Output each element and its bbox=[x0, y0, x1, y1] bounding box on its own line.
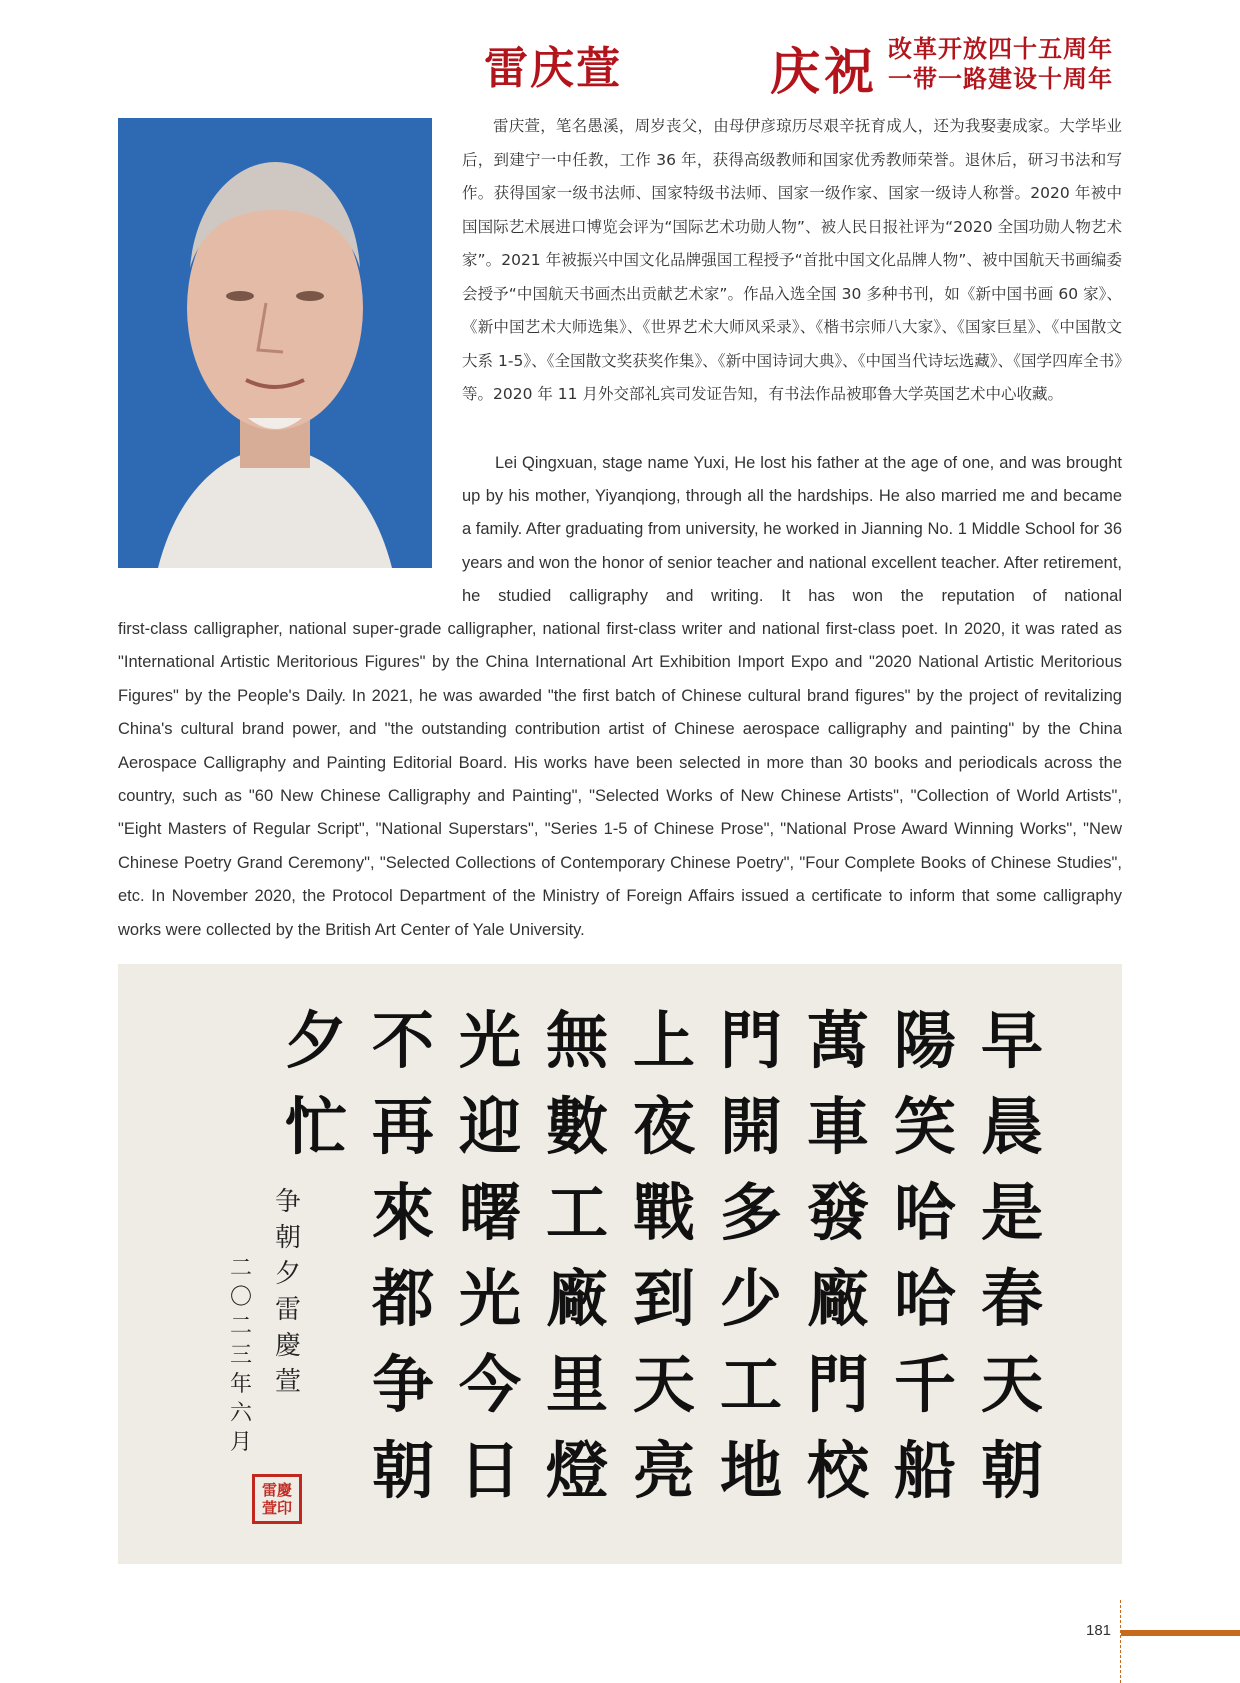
calligraphy-column bbox=[708, 998, 794, 1514]
calligraphy-character: 哈 bbox=[893, 1262, 956, 1335]
calligraphy-character: 争 bbox=[371, 1348, 434, 1421]
calligraphy-column bbox=[795, 998, 881, 1514]
calligraphy-character: 里 bbox=[545, 1348, 608, 1421]
calligraphy-character: 朝 bbox=[980, 1434, 1043, 1507]
portrait-illustration bbox=[118, 118, 432, 568]
calligraphy-character: 船 bbox=[893, 1434, 956, 1507]
calligraphy-character: 天 bbox=[980, 1348, 1043, 1421]
calligraphy-character: 少 bbox=[719, 1262, 782, 1335]
artist-signature bbox=[268, 1184, 308, 1400]
celebrate-title: 庆祝 bbox=[770, 42, 878, 101]
calligraphy-character: 地 bbox=[719, 1434, 782, 1507]
biography-english-part-1 bbox=[462, 447, 1122, 613]
calligraphy-character: 都 bbox=[371, 1262, 434, 1335]
signature-character: 争 bbox=[274, 1187, 301, 1217]
calligraphy-character: 曙 bbox=[458, 1176, 521, 1249]
calligraphy-column bbox=[882, 998, 968, 1514]
calligraphy-character: 笑 bbox=[893, 1090, 956, 1163]
biography-chinese bbox=[462, 110, 1122, 412]
calligraphy-character: 來 bbox=[371, 1176, 434, 1249]
artist-seal: 雷慶萱印 bbox=[252, 1474, 302, 1524]
signature-character: 萱 bbox=[274, 1367, 301, 1397]
calligraphy-character: 數 bbox=[545, 1090, 608, 1163]
anniversary-lines bbox=[888, 34, 1113, 94]
calligraphy-column bbox=[360, 998, 446, 1514]
calligraphy-character: 門 bbox=[806, 1348, 869, 1421]
calligraphy-character: 天 bbox=[632, 1348, 695, 1421]
signature-character: 雷 bbox=[274, 1295, 301, 1325]
page-rule-vertical bbox=[1120, 1600, 1121, 1683]
date-character: 〇 bbox=[229, 1285, 252, 1310]
biography-english-text-2: first-class calligrapher, national super-grade calligrapher, national first-class writer and national first-class poet. In 2020, it was rated as "International Artistic Meritorious Figures" by the China International Art Exhibition Import Expo and "2020 National Artistic Meritorious Figures" by the People's Daily. In 2021, he was awarded "the first batch of Chinese cultural brand figures" by the project of revitalizing China's cultural brand power, and "the outstanding contribution artist of Chinese aerospace calligraphy and painting" by the China Aerospace Calligraphy and Painting Editorial Board. His works have been selected in more than 30 books and periodicals across the country, such as "60 New Chinese Calligraphy and Painting", "Selected Works of New Chinese Artists", "Collection of World Artists", "Eight Masters of Regular Script", "National Superstars", "Series 1-5 of Chinese Prose", "National Prose Award Winning Works", "New Chinese Poetry Grand Ceremony", "Selected Collections of Contemporary Chinese Poetry", "Four Complete Books of Chinese Studies", etc. In November 2020, the Protocol Department of the Ministry of Foreign Affairs issued a certificate to inform that some calligraphy works were collected by the British Art Center of Yale University. bbox=[118, 620, 1122, 939]
signature-character: 朝 bbox=[274, 1223, 301, 1253]
calligraphy-character: 迎 bbox=[458, 1090, 521, 1163]
person-name-title: 雷庆萱 bbox=[484, 43, 622, 94]
calligraphy-character: 忙 bbox=[284, 1090, 347, 1163]
signature-character: 夕 bbox=[274, 1259, 301, 1289]
calligraphy-artwork bbox=[118, 964, 1122, 1564]
calligraphy-character: 哈 bbox=[893, 1176, 956, 1249]
calligraphy-character: 亮 bbox=[632, 1434, 695, 1507]
calligraphy-character: 千 bbox=[893, 1348, 956, 1421]
page-rule-horizontal bbox=[1121, 1630, 1240, 1636]
date-character: 二 bbox=[229, 1314, 252, 1339]
calligraphy-character: 上 bbox=[632, 1004, 695, 1077]
anniversary-line-2: 一带一路建设十周年 bbox=[888, 64, 1113, 93]
calligraphy-character: 戰 bbox=[632, 1176, 695, 1249]
calligraphy-character: 是 bbox=[980, 1176, 1043, 1249]
calligraphy-character: 光 bbox=[458, 1262, 521, 1335]
calligraphy-character: 開 bbox=[719, 1090, 782, 1163]
date-character: 六 bbox=[229, 1401, 252, 1426]
calligraphy-column bbox=[534, 998, 620, 1514]
date-character: 二 bbox=[229, 1256, 252, 1281]
calligraphy-character: 無 bbox=[545, 1004, 608, 1077]
calligraphy-character: 今 bbox=[458, 1348, 521, 1421]
calligraphy-column bbox=[621, 998, 707, 1514]
date-character: 月 bbox=[229, 1430, 252, 1455]
biography-english-text-1: Lei Qingxuan, stage name Yuxi, He lost his father at the age of one, and was brought up by his mother, Yiyanqiong, through all the hardships. He also married me and became a family. After graduating from university, he worked in Jianning No. 1 Middle School for 36 years and won the honor of senior teacher and national excellent teacher. After retirement, he studied calligraphy and writing. It has won the reputation of national bbox=[462, 454, 1122, 605]
calligraphy-character: 校 bbox=[806, 1434, 869, 1507]
date-character: 三 bbox=[229, 1343, 252, 1368]
calligraphy-character: 夕 bbox=[284, 1004, 347, 1077]
calligraphy-character: 日 bbox=[458, 1434, 521, 1507]
anniversary-line-1: 改革开放四十五周年 bbox=[888, 34, 1113, 63]
calligraphy-character: 陽 bbox=[893, 1004, 956, 1077]
calligraphy-character: 到 bbox=[632, 1262, 695, 1335]
calligraphy-character: 不 bbox=[371, 1004, 434, 1077]
calligraphy-character: 夜 bbox=[632, 1090, 695, 1163]
biography-chinese-text: 雷庆萱，笔名愚溪，周岁丧父，由母伊彦琼历尽艰辛抚育成人，还为我娶妻成家。大学毕业后，到建宁一中任教，工作 36 年，获得高级教师和国家优秀教师荣誉。退休后，研习书法和写作。获得国家一级书法师、国家特级书法师、国家一级作家、国家一级诗人称誉。2020 年被中国国际艺术展进口博览会评为“国际艺术功勋人物”、被人民日报社评为“2020 全国功勋人物艺术家”。2021 年被振兴中国文化品牌强国工程授予“首批中国文化品牌人物”、被中国航天书画编委会授予“中国航天书画杰出贡献艺术家”。作品入选全国 30 多种书刊，如《新中国书画 60 家》、《新中国艺术大师选集》、《世界艺术大师风采录》、《楷书宗师八大家》、《国家巨星》、《中国散文大系 1-5》、《全国散文奖获奖作集》、《新中国诗词大典》、《中国当代诗坛选藏》、《国学四库全书》等。2020 年 11 月外交部礼宾司发证告知，有书法作品被耶鲁大学英国艺术中心收藏。 bbox=[462, 117, 1122, 403]
calligraphy-character: 工 bbox=[545, 1176, 608, 1249]
calligraphy-character: 再 bbox=[371, 1090, 434, 1163]
portrait-photo bbox=[118, 118, 432, 568]
calligraphy-character: 工 bbox=[719, 1348, 782, 1421]
calligraphy-character: 廠 bbox=[806, 1262, 869, 1335]
date-character: 年 bbox=[229, 1372, 252, 1397]
calligraphy-character: 光 bbox=[458, 1004, 521, 1077]
calligraphy-character: 門 bbox=[719, 1004, 782, 1077]
calligraphy-character: 早 bbox=[980, 1004, 1043, 1077]
calligraphy-character: 春 bbox=[980, 1262, 1043, 1335]
calligraphy-character: 萬 bbox=[806, 1004, 869, 1077]
calligraphy-character: 發 bbox=[806, 1176, 869, 1249]
calligraphy-character: 晨 bbox=[980, 1090, 1043, 1163]
calligraphy-column bbox=[273, 998, 359, 1170]
biography-english-part-2 bbox=[118, 613, 1122, 947]
calligraphy-column bbox=[447, 998, 533, 1514]
signature-character: 慶 bbox=[274, 1331, 301, 1361]
artwork-date bbox=[226, 1254, 256, 1457]
calligraphy-character: 朝 bbox=[371, 1434, 434, 1507]
calligraphy-character: 燈 bbox=[545, 1434, 608, 1507]
calligraphy-character: 車 bbox=[806, 1090, 869, 1163]
calligraphy-character: 廠 bbox=[545, 1262, 608, 1335]
calligraphy-character: 多 bbox=[719, 1176, 782, 1249]
page-number: 181 bbox=[1086, 1622, 1112, 1639]
calligraphy-column bbox=[969, 998, 1055, 1514]
